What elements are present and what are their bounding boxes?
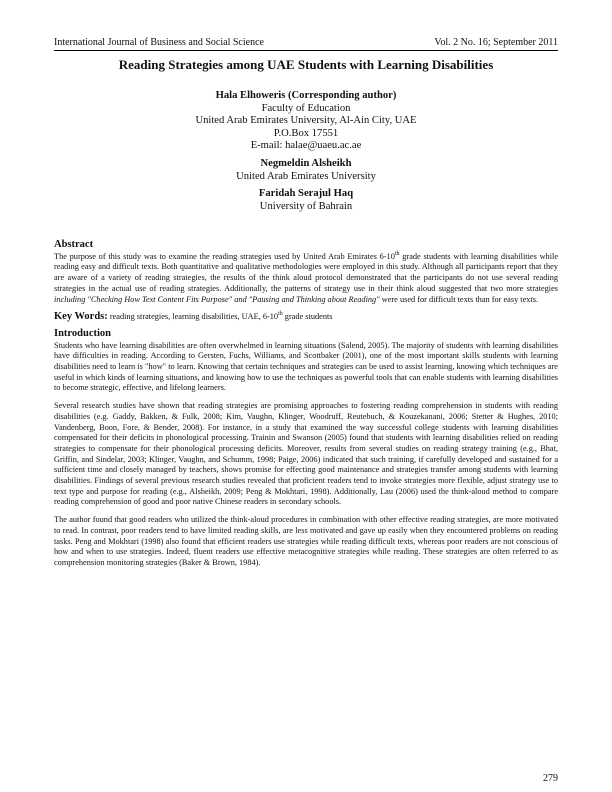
abstract-text-c: were used for difficult texts than for easy texts.: [379, 294, 539, 304]
keywords-sup: th: [278, 311, 283, 318]
intro-paragraph-2: Several research studies have shown that reading strategies are promising approaches to fostering reading comprehension in students with reading disabilities (e.g. Gaddy, Bakken, & Fulk, 2008; Kim, Vaughn, Klinger, Woodruff, Reutebuch, & Kouzekanani, 2006; Stetter & Hughes, 2010; Vandenberg, Boon, Fore, & Bender, 2008). For instance, in a study that examined the way successful college students with learning disabilities compensated for their deficits in phonological processing. Trainin and Swanson (2005) found that students with learning disabilities relied on reading strategies to compensate for their phonological processing deficits. Moreover, results from several studies on reading strategy training (e.g., Bhat, Griffin, and Sindelar, 2003; Klinger, Vaughn, and Schumm, 1998; Paige, 2006) indicated that such training, if carefully developed and sustained for a sufficient time and closely managed by teachers, shows promise for effecting good maintenance and strategies transfer among students with learning disabilities. Findings of several previous research studies revealed that proficient readers tend to invoke strategies more flexible, adjust strategy use to text type and purpose for reading (e.g., Alsheikh, 2009; Peng & Mokhtari, 1998). Additionally, Lau (2006) used the think-aloud method to compare reading comprehension of good and poor native Chinese readers in secondary schools.: [54, 401, 558, 507]
author-3-affil: University of Bahrain: [259, 200, 353, 212]
author-1-affil-3: P.O.Box 17551: [273, 127, 339, 139]
abstract-heading: Abstract: [54, 239, 94, 250]
abstract-text-a: The purpose of this study was to examine the reading strategies used by United Arab Emirates 6-10: [54, 251, 395, 261]
author-2-affil: United Arab Emirates University: [236, 170, 376, 182]
abstract-text: [54, 252, 558, 306]
page-number: 279: [543, 773, 558, 784]
author-2-name: Negmeldin Alsheikh: [260, 157, 352, 169]
journal-name: International Journal of Business and Social Science: [54, 37, 264, 48]
keywords-text-b: grade students: [282, 312, 333, 322]
keywords: [54, 312, 558, 323]
author-1-email: E-mail: halae@uaeu.ac.ae: [250, 140, 362, 152]
intro-paragraph-3: The author found that good readers who utilized the think-aloud procedures in combination with other effective reading strategies, are more motivated to read. In contrast, poor readers tend to have limited reading skills, are less motivated and gave up easily when they encountered problems on reading tasks. Peng and Mokhtari (1998) also found that efficient readers use strategies while reading difficult texts, whereas poor readers are not conscious of how and when to use strategies. Indeed, fluent readers use effective metacognitive strategies while reading. These strategies are often referred to as comprehension monitoring strategies (Baker & Brown, 1984).: [54, 515, 558, 567]
keywords-label: Key Words:: [54, 311, 108, 323]
author-1-affil-1: Faculty of Education: [261, 102, 351, 114]
intro-paragraph-1: Students who have learning disabilities are often overwhelmed in learning situations (Salend, 2005). The majority of students with learning disabilities have difficulties in reading. According to Gersten, Fuchs, Williams, and Scottbaker (2001), one of the most important skills students with learning disabilities need to learn is "how" to learn. Knowing that certain techniques and strategies can be used to assist learning, knowing which techniques are useful in which kinds of learning situations, and knowing how to use the techniques as powerful tools that can enable students with learning disabilities to become strategic, effective, and lifelong learners.: [54, 340, 558, 393]
keywords-text-a: reading strategies, learning disabilities, UAE, 6-10: [107, 312, 279, 322]
volume-info: Vol. 2 No. 16; September 2011: [434, 37, 558, 48]
abstract-sup: th: [394, 250, 400, 257]
paper-title: Reading Strategies among UAE Students with Learning Disabilities: [118, 57, 494, 72]
author-3-name: Faridah Serajul Haq: [258, 188, 354, 200]
author-1-affil-2: United Arab Emirates University, Al-Ain City, UAE: [195, 115, 417, 127]
introduction-heading: Introduction: [54, 327, 111, 339]
header-rule: [54, 50, 558, 51]
author-1-name: Hala Elhoweris (Corresponding author): [215, 90, 397, 101]
running-header: [54, 37, 558, 48]
abstract-text-b: grade students with learning disabilities while reading easy and difficult texts. Both quantitative and qualitative methodologies were employed in this study. Although all participants report that they are aware of a variety of reading strategies, the results of the think aloud protocol demonstrated that the participants do not use several reading strategies in the actual use of reading strategies. Additionally, the patterns of strategy use in their think aloud suggested that two more strategies: [54, 251, 559, 293]
paper-body: [54, 240, 558, 576]
abstract-italic: including "Checking How Text Content Fits Purpose" and "Pausing and Thinking about Reading": [54, 294, 380, 304]
author-block: [54, 90, 558, 213]
